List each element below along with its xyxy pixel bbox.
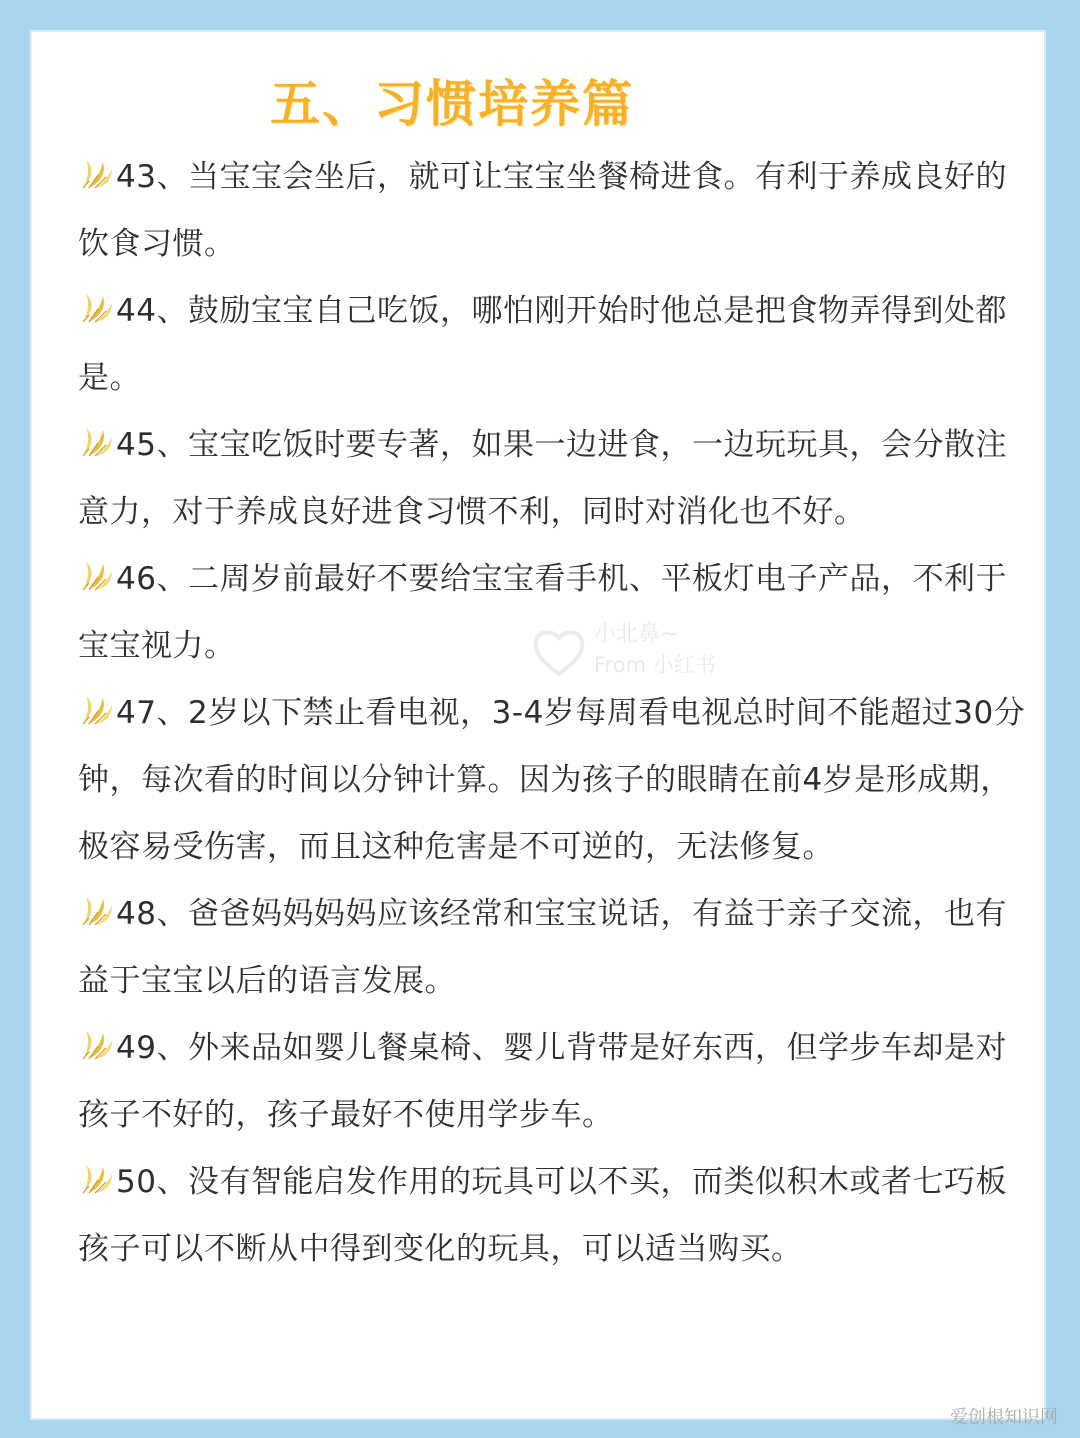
tip-item	[78, 412, 1028, 546]
wheat-leaf-icon	[78, 157, 116, 191]
watermark-source: From 小红书	[594, 653, 716, 677]
tip-text: 43、当宝宝会坐后，就可让宝宝坐餐椅进食。有利于养成良好的饮食习惯。	[78, 159, 1007, 262]
tip-text: 48、爸爸妈妈妈妈应该经常和宝宝说话，有益于亲子交流，也有益于宝宝以后的语言发展。	[78, 896, 1007, 999]
tip-text: 47、2岁以下禁止看电视，3-4岁每周看电视总时间不能超过30分钟，每次看的时间以分钟计算。因为孩子的眼睛在前4岁是形成期，极容易受伤害，而且这种危害是不可逆的，无法修复。	[78, 695, 1026, 865]
wheat-leaf-icon	[78, 559, 116, 593]
tip-item	[78, 278, 1028, 412]
tip-item	[78, 1015, 1028, 1149]
wheat-leaf-icon	[78, 693, 116, 727]
wheat-leaf-icon	[78, 1162, 116, 1196]
tips-list	[78, 144, 1028, 1283]
watermark-name: 小北鼻~	[594, 622, 679, 647]
content-card	[30, 30, 1046, 1420]
tip-text: 49、外来品如婴儿餐桌椅、婴儿背带是好东西，但学步车却是对孩子不好的，孩子最好不使用学步车。	[78, 1030, 1007, 1133]
wheat-leaf-icon	[78, 894, 116, 928]
page-title: 五、习惯培养篇	[270, 75, 634, 133]
tip-item	[78, 1149, 1028, 1283]
site-watermark: 爱创根知识网	[950, 1407, 1058, 1428]
tip-item	[78, 144, 1028, 278]
tip-item	[78, 546, 1028, 680]
tip-text: 44、鼓励宝宝自己吃饭，哪怕刚开始时他总是把食物弄得到处都是。	[78, 293, 1007, 396]
wheat-leaf-icon	[78, 291, 116, 325]
tip-text: 50、没有智能启发作用的玩具可以不买，而类似积木或者七巧板孩子可以不断从中得到变化的玩具，可以适当购买。	[78, 1164, 1007, 1267]
wheat-leaf-icon	[78, 425, 116, 459]
tip-text: 46、二周岁前最好不要给宝宝看手机、平板灯电子产品，不利于宝宝视力。	[78, 561, 1007, 664]
tip-item	[78, 881, 1028, 1015]
wheat-leaf-icon	[78, 1028, 116, 1062]
tip-item	[78, 680, 1028, 881]
tip-text: 45、宝宝吃饭时要专著，如果一边进食，一边玩玩具，会分散注意力，对于养成良好进食习惯不利，同时对消化也不好。	[78, 427, 1007, 530]
